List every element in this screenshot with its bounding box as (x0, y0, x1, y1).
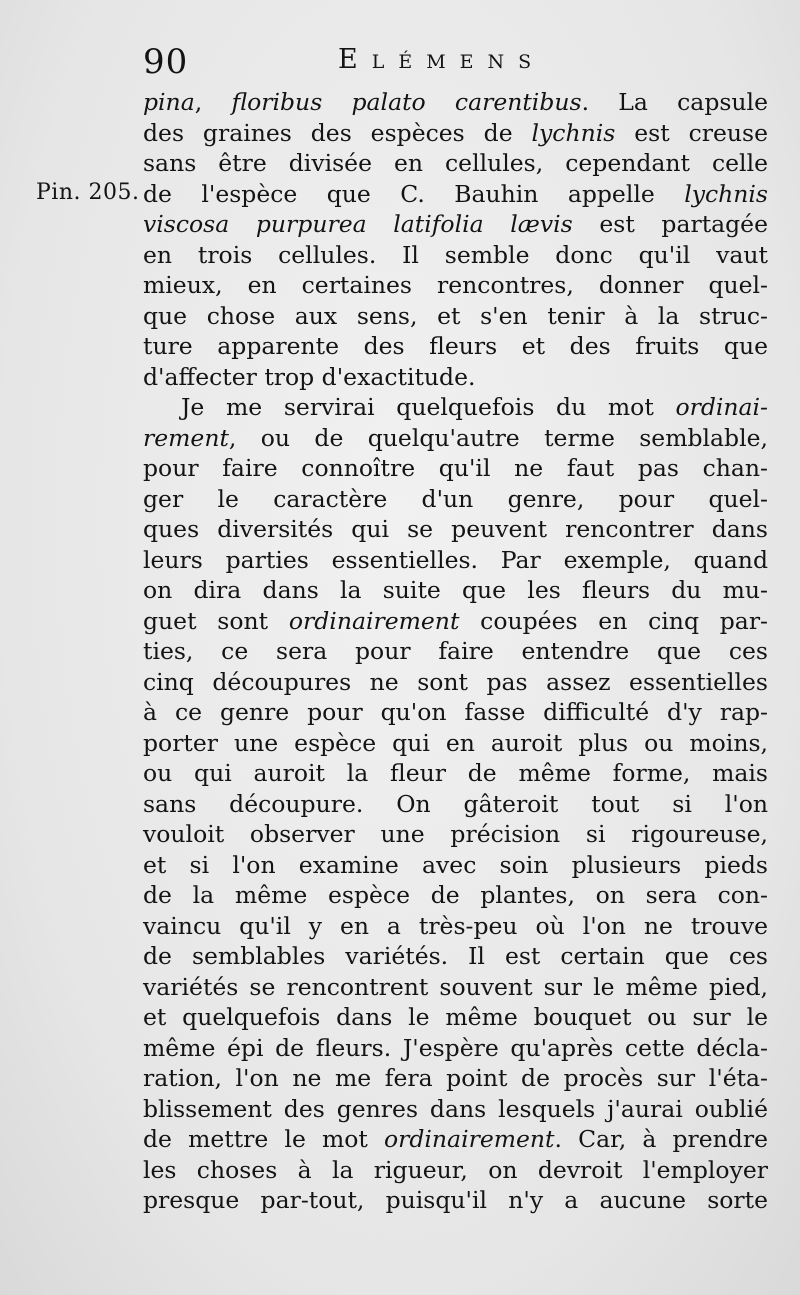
text-line: même épi de fleurs. J'espère qu'après cette décla- (143, 1033, 768, 1062)
text-line: ture apparente des fleurs et des fruits que (143, 332, 768, 360)
text-line: Je me servirai quelquefois du mot ordinai- (181, 393, 768, 421)
text-line: et si l'on examine avec soin plusieurs pieds (143, 850, 768, 879)
text-line: rement, ou de quelqu'autre terme semblable, (143, 423, 768, 452)
text-line: presque par-tout, puisqu'il n'y a aucune sorte (143, 1186, 768, 1214)
text-line: ques diversités qui se peuvent rencontrer dans (143, 515, 768, 543)
text-line: ger le caractère d'un genre, pour quel- (143, 484, 768, 513)
text-line: et quelquefois dans le même bouquet ou sur le (143, 1003, 768, 1031)
text-line: viscosa purpurea latifolia lævis est partagée (143, 210, 768, 238)
text-line: des graines des espèces de lychnis est creuse (143, 118, 768, 147)
text-line: de la même espèce de plantes, on sera con- (143, 881, 768, 909)
text-line: sans être divisée en cellules, cependant celle (143, 149, 768, 177)
text-line: on dira dans la suite que les fleurs du mu- (143, 576, 768, 604)
text-line: ration, l'on ne me fera point de procès sur l'éta- (143, 1064, 768, 1092)
page-number: 90 (143, 42, 189, 82)
text-line: leurs parties essentielles. Par exemple, quand (143, 545, 768, 574)
page-header (143, 42, 773, 82)
text-line: ou qui auroit la fleur de même forme, mais (143, 759, 768, 787)
text-line: sans découpure. On gâteroit tout si l'on (143, 789, 768, 818)
text-line: vaincu qu'il y en a très-peu où l'on ne trouve (143, 911, 768, 940)
text-line: les choses à la rigueur, on devroit l'employer (143, 1155, 768, 1184)
text-line: à ce genre pour qu'on fasse difficulté d'y rap- (143, 698, 768, 726)
text-line: mieux, en certaines rencontres, donner quel- (143, 271, 768, 299)
text-line: porter une espèce qui en auroit plus ou moins, (143, 728, 768, 757)
text-line: de mettre le mot ordinairement. Car, à prendre (143, 1125, 768, 1153)
text-line: pour faire connoître qu'il ne faut pas chan- (143, 454, 768, 482)
text-line: de semblables variétés. Il est certain que ces (143, 942, 768, 970)
text-line: en trois cellules. Il semble donc qu'il vaut (143, 240, 768, 269)
text-line: variétés se rencontrent souvent sur le même pied, (143, 972, 768, 1001)
margin-note: Pin. 205. (36, 180, 140, 205)
text-line: ties, ce sera pour faire entendre que ces (143, 637, 768, 665)
text-line: cinq découpures ne sont pas assez essentielles (143, 667, 768, 696)
text-line: vouloit observer une précision si rigoureuse, (143, 820, 768, 848)
text-line: guet sont ordinairement coupées en cinq par- (143, 606, 768, 635)
text-line: de l'espèce que C. Bauhin appelle lychnis (143, 179, 768, 208)
text-line: que chose aux sens, et s'en tenir à la struc- (143, 301, 768, 330)
text-line: d'affecter trop d'exactitude. (143, 362, 476, 391)
running-title: Elémens (338, 44, 546, 75)
text-line: pina, floribus palato carentibus. La capsule (143, 88, 768, 116)
body-text (143, 87, 768, 1216)
text-line: blissement des genres dans lesquels j'aurai oublié (143, 1094, 768, 1123)
